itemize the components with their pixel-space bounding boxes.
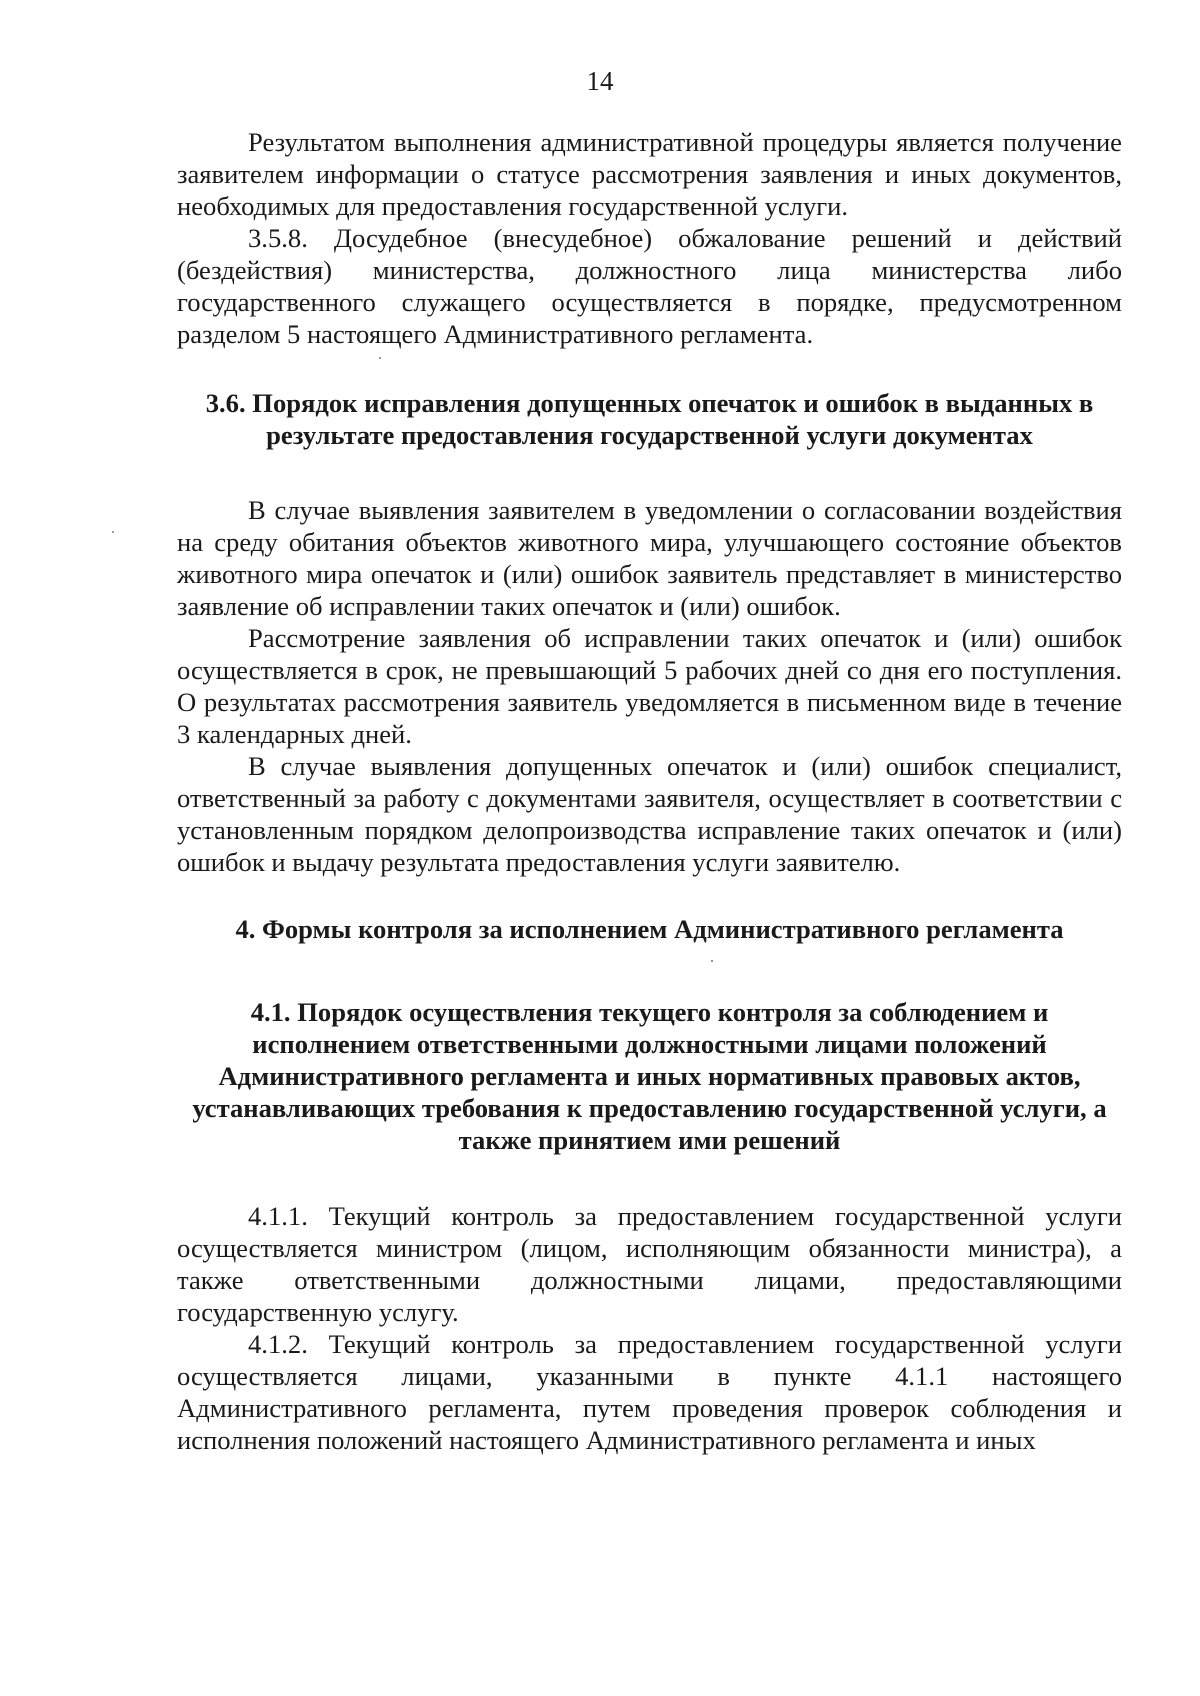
paragraph-3-5-8: 3.5.8. Досудебное (внесудебное) обжалование решений и действий (бездействия) министерства, должностного лица министерства либо государственного служащего осуществляется в порядке, предусмотренном разделом 5 настоящего Административного регламента.	[177, 223, 1122, 349]
heading-3-6: 3.6. Порядок исправления допущенных опечаток и ошибок в выданных в результате предоставления государственной услуги документах	[205, 388, 1094, 450]
document-body	[177, 126, 1122, 1456]
heading-4: 4. Формы контроля за исполнением Административного регламента	[235, 914, 1064, 944]
paragraph-4-1-1: 4.1.1. Текущий контроль за предоставлением государственной услуги осуществляется министром (лицом, исполняющим обязанности министра), а также ответственными должностными лицами, предоставляющими государственную услугу.	[177, 1201, 1122, 1327]
scan-speck	[379, 357, 381, 359]
scan-speck	[112, 531, 114, 533]
paragraph-errors-detection: В случае выявления заявителем в уведомлении о согласовании воздействия на среду обитания объектов животного мира, улучшающего состояние объектов животного мира опечаток и (или) ошибок заявитель представляет в министерство заявление об исправлении таких опечаток и (или) ошибок.	[177, 495, 1122, 621]
paragraph-result: Результатом выполнения административной процедуры является получение заявителем информации о статусе рассмотрения заявления и иных документов, необходимых для предоставления государственной услуги.	[177, 127, 1122, 221]
scan-speck	[711, 960, 713, 962]
paragraph-specialist-correction: В случае выявления допущенных опечаток и (или) ошибок специалист, ответственный за работу с документами заявителя, осуществляет в соответствии с установленным порядком делопроизводства исправление таких опечаток и (или) ошибок и выдачу результата предоставления услуги заявителю.	[177, 751, 1122, 877]
paragraph-review-terms: Рассмотрение заявления об исправлении таких опечаток и (или) ошибок осуществляется в срок, не превышающий 5 рабочих дней со дня его поступления. О результатах рассмотрения заявитель уведомляется в письменном виде в течение 3 календарных дней.	[177, 623, 1122, 749]
paragraph-4-1-2: 4.1.2. Текущий контроль за предоставлением государственной услуги осуществляется лицами, указанными в пункте 4.1.1 настоящего Административного регламента, путем проведения проверок соблюдения и исполнения положений настоящего Административного регламента и иных	[177, 1329, 1122, 1455]
page-number: 14	[586, 66, 614, 96]
heading-4-1: 4.1. Порядок осуществления текущего контроля за соблюдением и исполнением ответственными должностными лицами положений Административного регламента и иных нормативных правовых актов, устанавливающих требования к предоставлению государственной услуги, а также принятием ими решений	[192, 997, 1107, 1155]
